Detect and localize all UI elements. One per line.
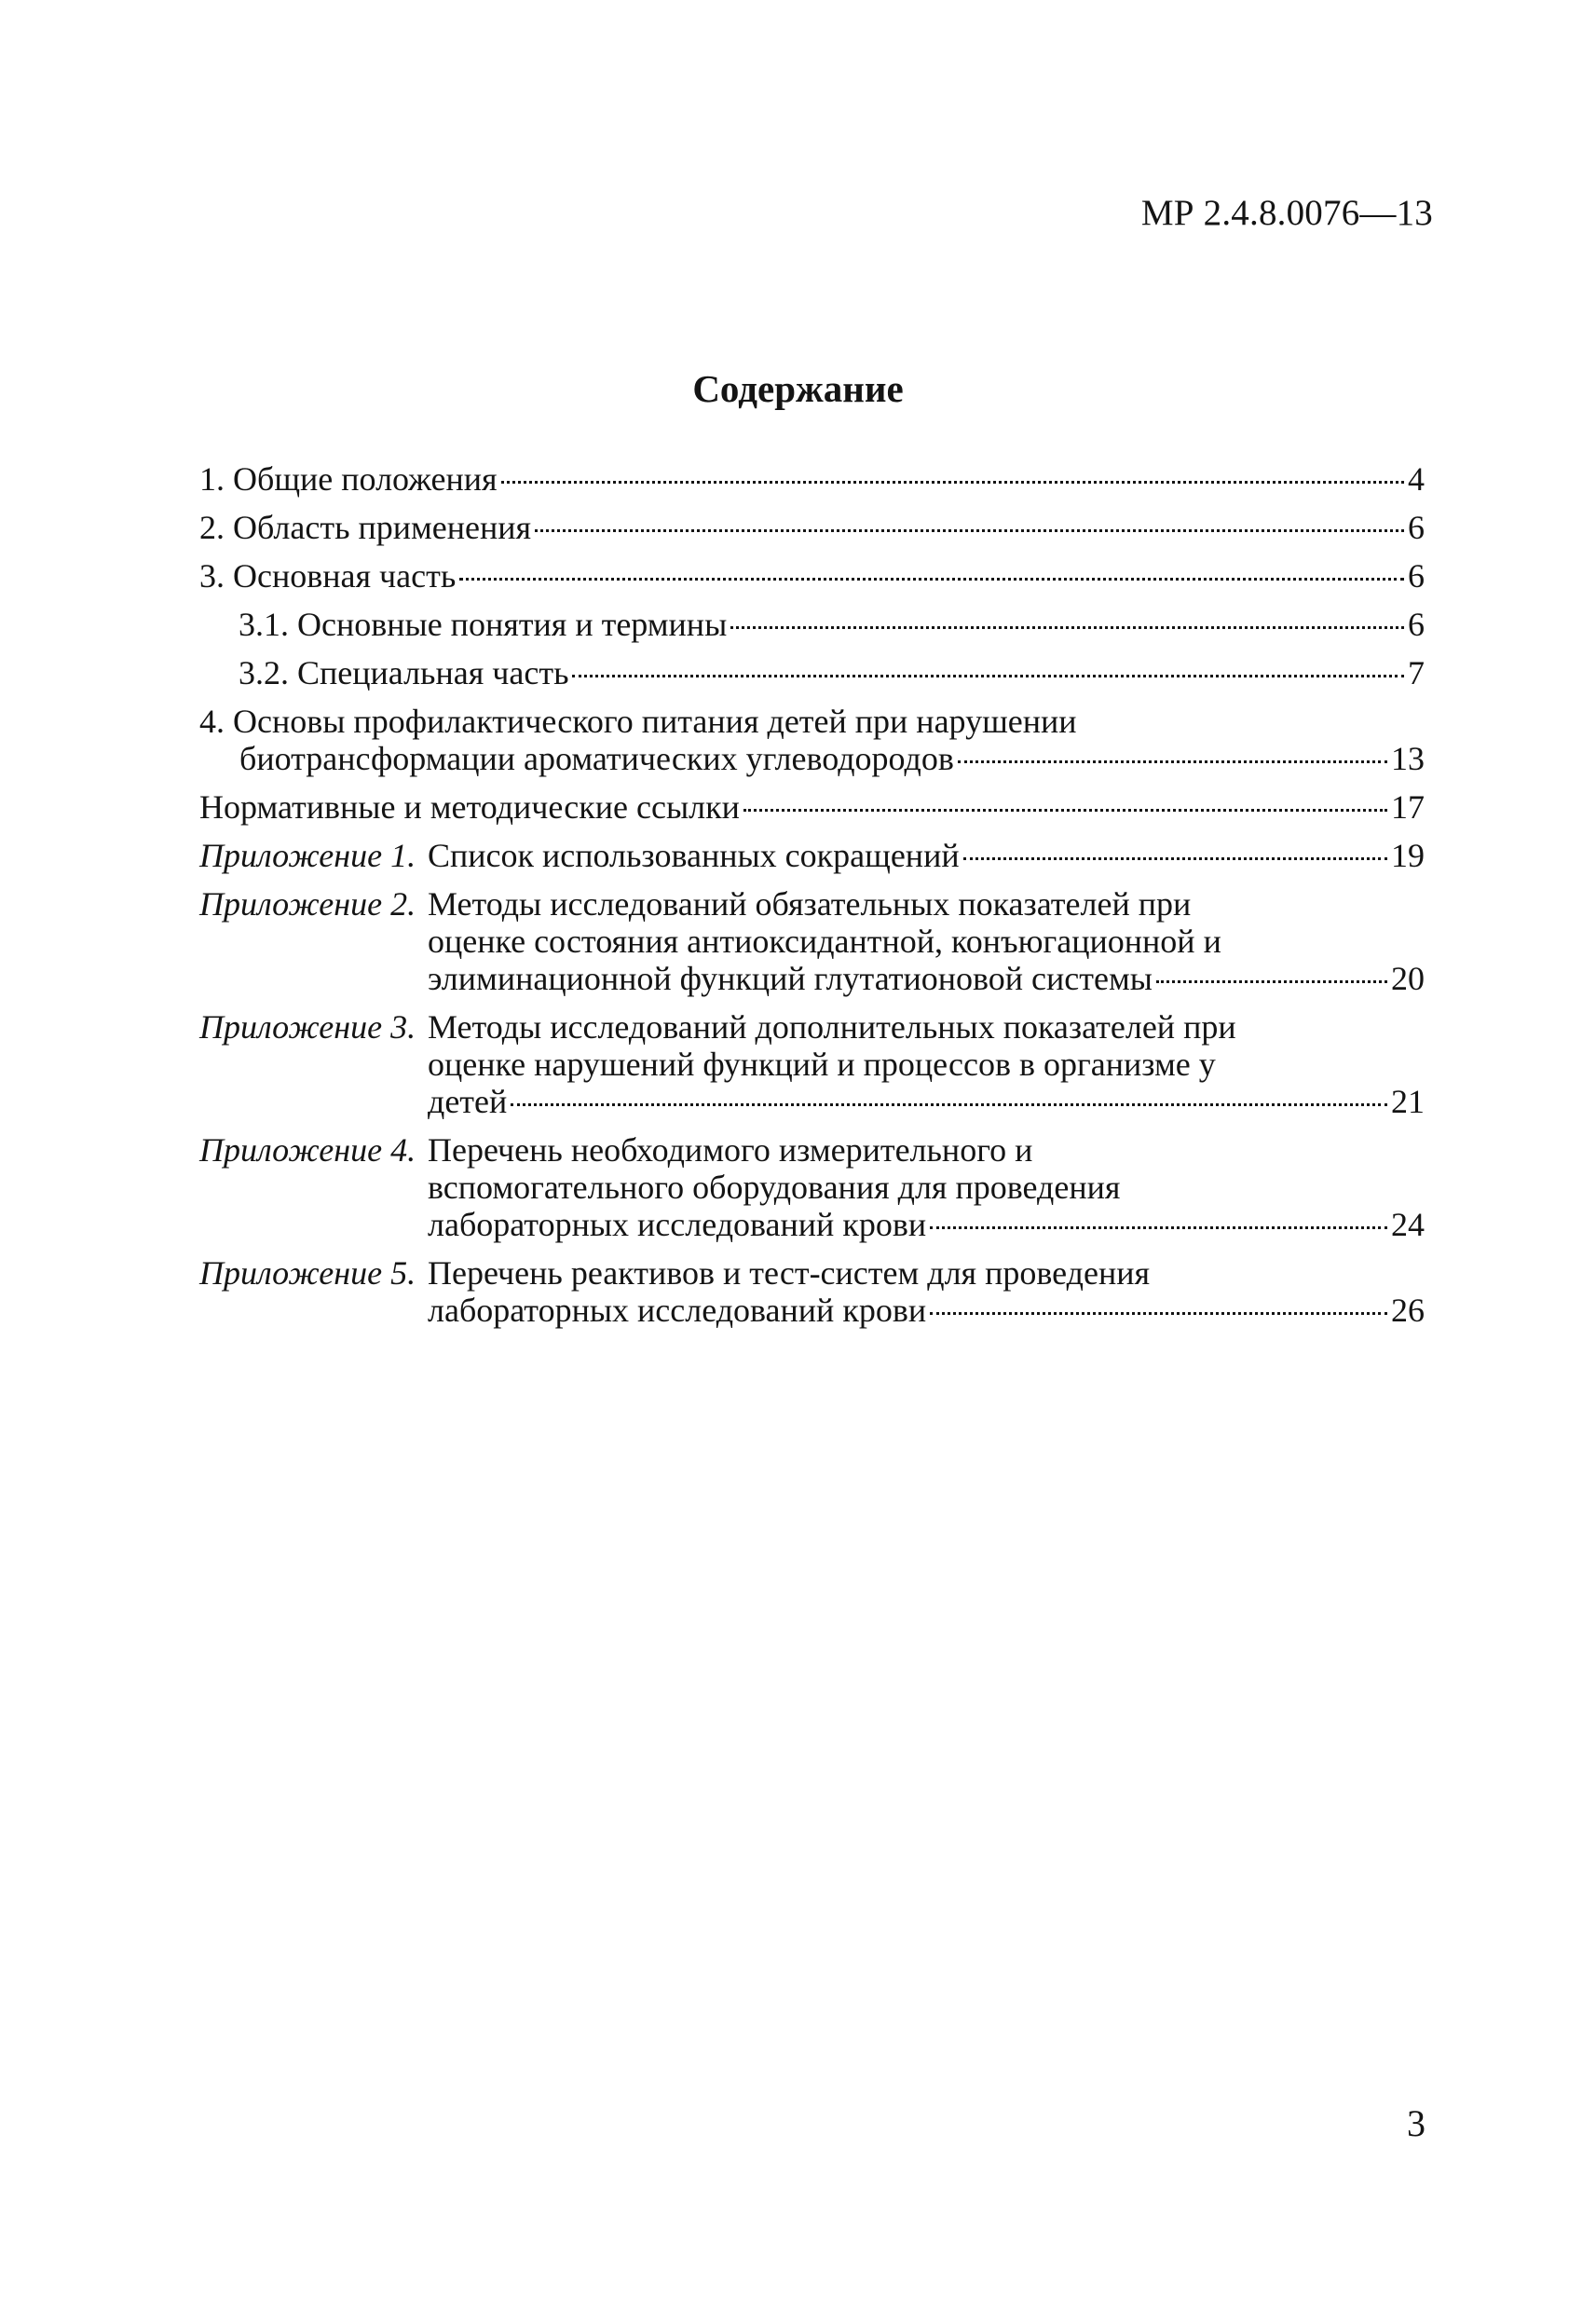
toc-entry-page: 6 <box>1408 557 1425 595</box>
appendix-text: Методы исследований обязательных показателей при <box>428 885 1192 923</box>
toc-entry-text: 1. Общие положения <box>199 460 498 498</box>
toc-entry-appendix-3[interactable] <box>199 1008 1425 1120</box>
dot-leader <box>743 809 1387 812</box>
appendix-text: Перечень необходимого измерительного и <box>428 1131 1033 1169</box>
toc-entry-text: 3.1. Основные понятия и термины <box>239 606 728 643</box>
dot-leader <box>930 1226 1387 1229</box>
appendix-label: Приложение 2. <box>199 885 416 923</box>
toc-entry-page: 24 <box>1391 1206 1425 1243</box>
appendix-label: Приложение 3. <box>199 1008 416 1046</box>
appendix-label: Приложение 1. <box>199 837 416 874</box>
appendix-text: вспомогательного оборудования для проведения <box>428 1169 1121 1206</box>
toc-entry-page: 26 <box>1391 1292 1425 1329</box>
toc-title: Содержание <box>692 367 904 410</box>
dot-leader <box>535 529 1404 532</box>
page-number: 3 <box>1407 2102 1425 2144</box>
toc-entry-appendix-4[interactable] <box>199 1131 1425 1243</box>
toc-entry-scope[interactable] <box>199 509 1425 546</box>
toc-entry-page: 6 <box>1408 606 1425 643</box>
appendix-text: лабораторных исследований крови <box>428 1292 927 1329</box>
dot-leader <box>930 1312 1387 1315</box>
appendix-text: детей <box>428 1083 508 1120</box>
dot-leader <box>958 760 1387 763</box>
dot-leader <box>511 1103 1387 1106</box>
toc-entry-terms[interactable] <box>199 606 1425 643</box>
toc-entry-appendix-5[interactable] <box>199 1254 1425 1329</box>
toc-entry-text: 4. Основы профилактического питания детей при нарушении <box>199 703 1077 740</box>
dot-leader <box>572 675 1404 677</box>
dot-leader <box>963 857 1387 860</box>
table-of-contents <box>199 460 1425 1340</box>
toc-entry-general[interactable] <box>199 460 1425 498</box>
toc-entry-appendix-1[interactable] <box>199 837 1425 874</box>
toc-entry-text: 3. Основная часть <box>199 557 457 595</box>
appendix-label: Приложение 5. <box>199 1254 416 1292</box>
appendix-text: оценке нарушений функций и процессов в организме у <box>428 1046 1216 1083</box>
toc-entry-text: 3.2. Специальная часть <box>239 654 569 691</box>
appendix-text: лабораторных исследований крови <box>428 1206 927 1243</box>
dot-leader <box>1156 980 1387 983</box>
dot-leader <box>501 481 1404 484</box>
appendix-text: Перечень реактивов и тест-систем для проведения <box>428 1254 1151 1292</box>
appendix-text: элиминационной функций глутатионовой системы <box>428 960 1153 997</box>
toc-entry-page: 21 <box>1391 1083 1425 1120</box>
document-code: МР 2.4.8.0076—13 <box>1140 193 1433 233</box>
dot-leader <box>730 626 1404 629</box>
dot-leader <box>459 578 1404 581</box>
toc-entry-nutrition[interactable] <box>199 703 1425 777</box>
appendix-text: Методы исследований дополнительных показателей при <box>428 1008 1236 1046</box>
appendix-text: Список использованных сокращений <box>428 837 960 874</box>
toc-entry-page: 17 <box>1391 788 1425 826</box>
toc-entry-special-part[interactable] <box>199 654 1425 691</box>
toc-entry-page: 7 <box>1408 654 1425 691</box>
toc-entry-text: 2. Область применения <box>199 509 532 546</box>
toc-entry-main-part[interactable] <box>199 557 1425 595</box>
toc-entry-page: 19 <box>1391 837 1425 874</box>
toc-entry-text: Нормативные и методические ссылки <box>199 788 740 826</box>
toc-entry-page: 13 <box>1391 740 1425 777</box>
toc-entry-page: 20 <box>1391 960 1425 997</box>
toc-entry-page: 6 <box>1408 509 1425 546</box>
toc-entry-references[interactable] <box>199 788 1425 826</box>
toc-entry-page: 4 <box>1408 460 1425 498</box>
appendix-label: Приложение 4. <box>199 1131 416 1169</box>
toc-entry-appendix-2[interactable] <box>199 885 1425 997</box>
appendix-text: оценке состояния антиоксидантной, конъюгационной и <box>428 923 1221 960</box>
toc-entry-text: биотрансформации ароматических углеводородов <box>239 740 954 777</box>
